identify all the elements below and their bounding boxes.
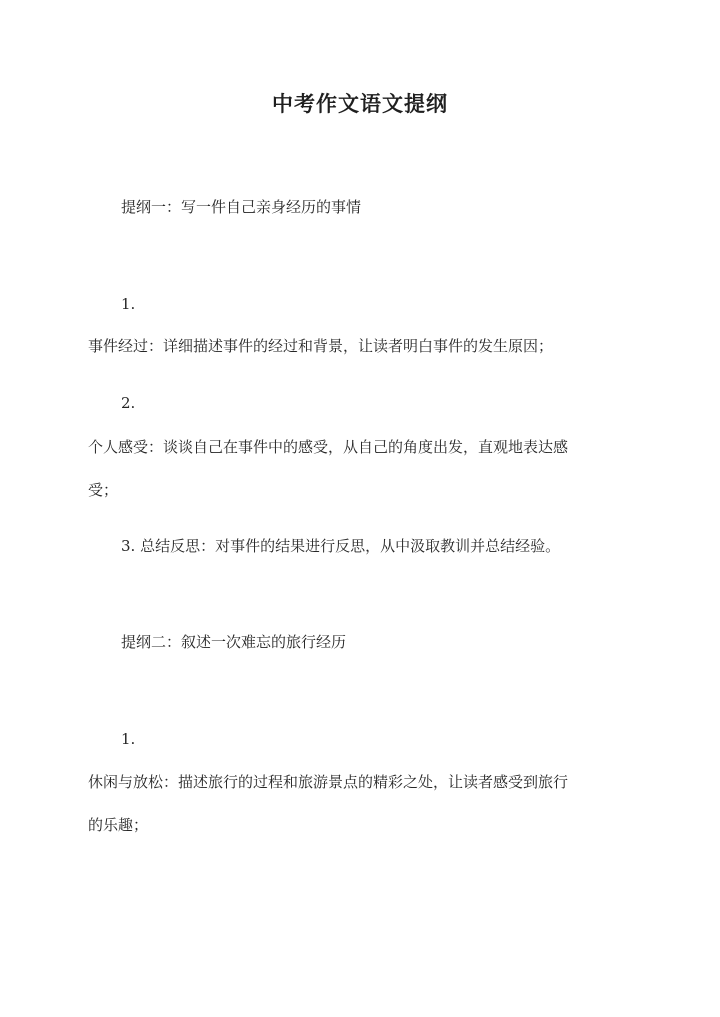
outline-1-item-2-number: 2. [121,394,136,412]
document-title: 中考作文语文提纲 [272,91,448,116]
outline-2-item-1-number: 1. [121,730,136,748]
outline-1-item-1-number: 1. [121,295,136,313]
outline-1-item-2-line-2: 受； [88,481,119,499]
outline-2-item-1-line-2: 的乐趣； [88,816,149,834]
outline-2-heading: 提纲二：叙述一次难忘的旅行经历 [121,633,347,651]
outline-2-item-1-line-1: 休闲与放松：描述旅行的过程和旅游景点的精彩之处，让读者感受到旅行 [88,773,569,791]
outline-1-item-1-text: 事件经过：详细描述事件的经过和背景，让读者明白事件的发生原因； [88,337,554,355]
outline-1-heading: 提纲一：写一件自己亲身经历的事情 [121,198,362,216]
outline-1-item-3: 3. 总结反思：对事件的结果进行反思，从中汲取教训并总结经验。 [121,537,561,555]
outline-1-item-2-line-1: 个人感受：谈谈自己在事件中的感受，从自己的角度出发，直观地表达感 [88,438,569,456]
